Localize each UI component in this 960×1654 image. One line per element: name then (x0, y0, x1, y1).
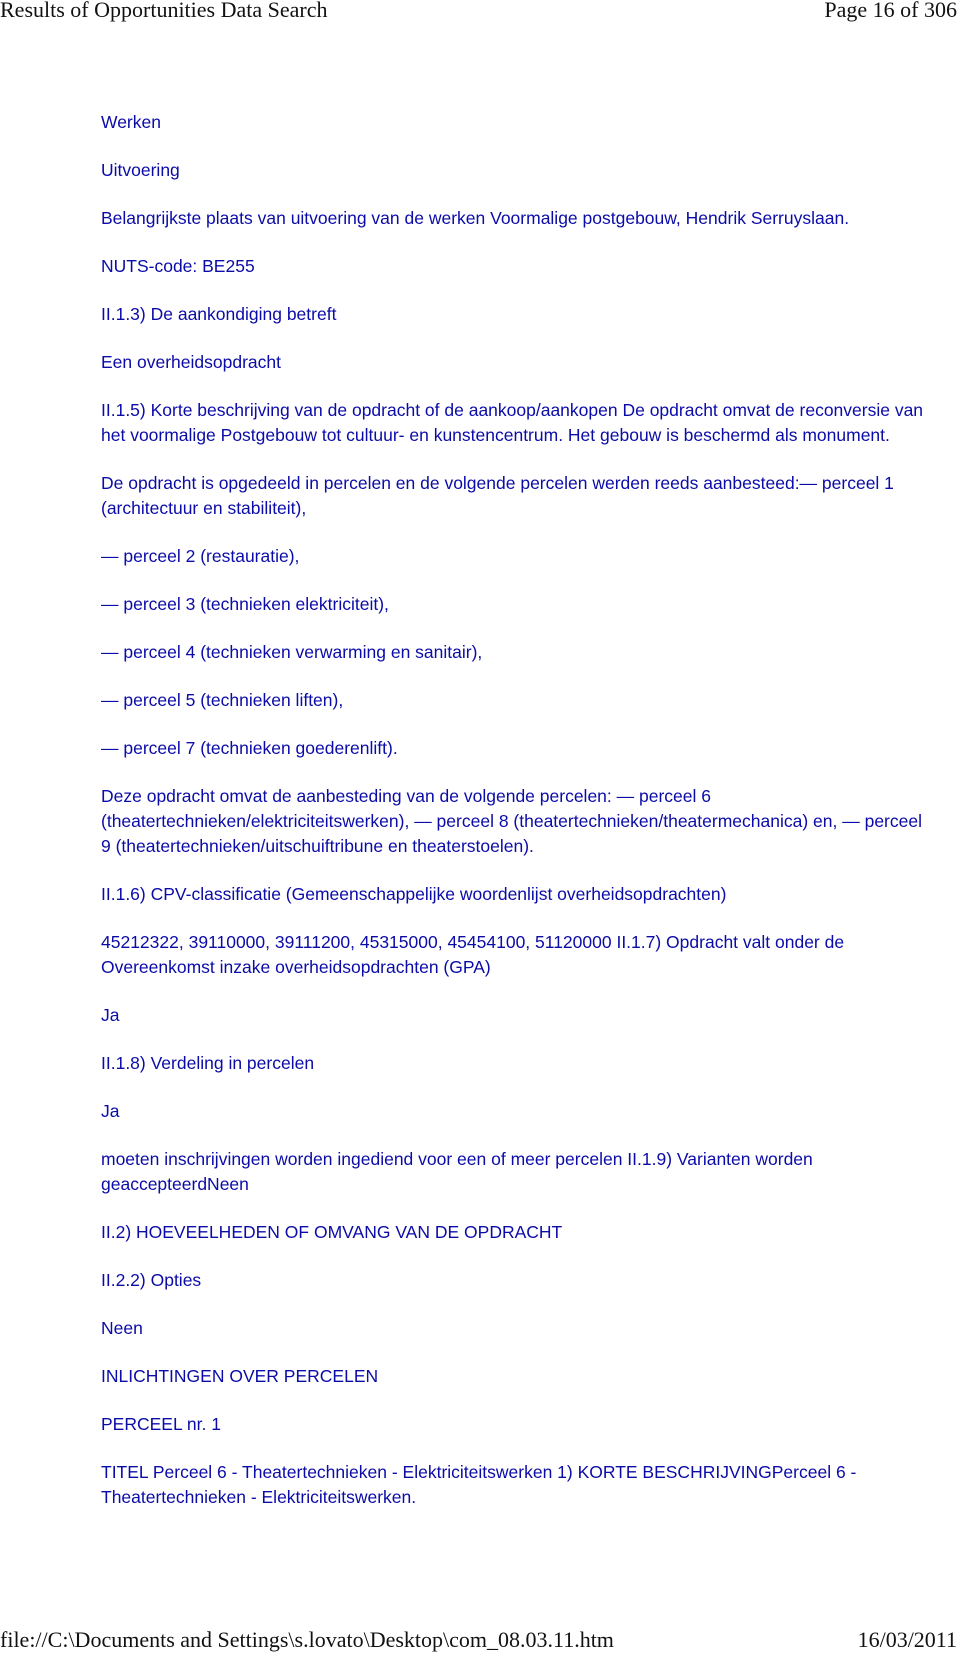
paragraph: Deze opdracht omvat de aanbesteding van de volgende percelen: — perceel 6 (theatertechnieken/elektriciteitswerken), — perceel 8 (theatertechnieken/theatermechanica) en, — perceel 9 (theatertechnieken/uitschuiftribune en theaterstoelen). (101, 786, 922, 856)
paragraph: Werken (101, 112, 161, 132)
list-item: — perceel 5 (technieken liften), (101, 690, 344, 710)
section-heading: II.1.8) Verdeling in percelen (101, 1053, 315, 1073)
list-item: — perceel 2 (restauratie), (101, 546, 300, 566)
paragraph: Belangrijkste plaats van uitvoering van de werken Voormalige postgebouw, Hendrik Serruyslaan. (101, 208, 850, 228)
paragraph: Ja (101, 1101, 120, 1121)
section-heading: INLICHTINGEN OVER PERCELEN (101, 1366, 379, 1386)
file-path: file://C:\Documents and Settings\s.lovato\Desktop\com_08.03.11.htm (0, 1627, 614, 1652)
paragraph: PERCEEL nr. 1 (101, 1414, 221, 1434)
document-title: Results of Opportunities Data Search (0, 0, 328, 22)
section-heading: II.1.5) Korte beschrijving van de opdracht of de aankoop/aankopen De opdracht omvat de reconversie van het voormalige Postgebouw tot cultuur- en kunstencentrum. Het gebouw is beschermd als monument. (101, 400, 924, 445)
list-item: — perceel 3 (technieken elektriciteit), (101, 594, 389, 614)
paragraph: De opdracht is opgedeeld in percelen en de volgende percelen werden reeds aanbesteed:— perceel 1 (architectuur en stabiliteit), (101, 473, 894, 518)
paragraph: Een overheidsopdracht (101, 352, 281, 372)
paragraph: Ja (101, 1005, 120, 1025)
section-heading: II.2) HOEVEELHEDEN OF OMVANG VAN DE OPDRACHT (101, 1222, 563, 1242)
paragraph: TITEL Perceel 6 - Theatertechnieken - Elektriciteitswerken 1) KORTE BESCHRIJVINGPerceel 6 - Theatertechnieken - Elektriciteitswerken. (101, 1462, 857, 1507)
section-heading: II.1.6) CPV-classificatie (Gemeenschappelijke woordenlijst overheidsopdrachten) (101, 884, 727, 904)
list-item: — perceel 4 (technieken verwarming en sanitair), (101, 642, 483, 662)
section-heading: II.1.3) De aankondiging betreft (101, 304, 337, 324)
document-body (101, 110, 926, 1532)
paragraph: moeten inschrijvingen worden ingediend voor een of meer percelen II.1.9) Varianten worden geaccepteerdNeen (101, 1149, 813, 1194)
paragraph: Neen (101, 1318, 143, 1338)
paragraph: Uitvoering (101, 160, 180, 180)
section-heading: II.2.2) Opties (101, 1270, 202, 1290)
paragraph: 45212322, 39110000, 39111200, 45315000, 45454100, 51120000 II.1.7) Opdracht valt onder de Overeenkomst inzake overheidsopdrachten (GPA) (101, 932, 845, 977)
page-number: Page 16 of 306 (824, 0, 957, 22)
paragraph: NUTS-code: BE255 (101, 256, 255, 276)
list-item: — perceel 7 (technieken goederenlift). (101, 738, 398, 758)
print-date: 16/03/2011 (857, 1627, 957, 1652)
